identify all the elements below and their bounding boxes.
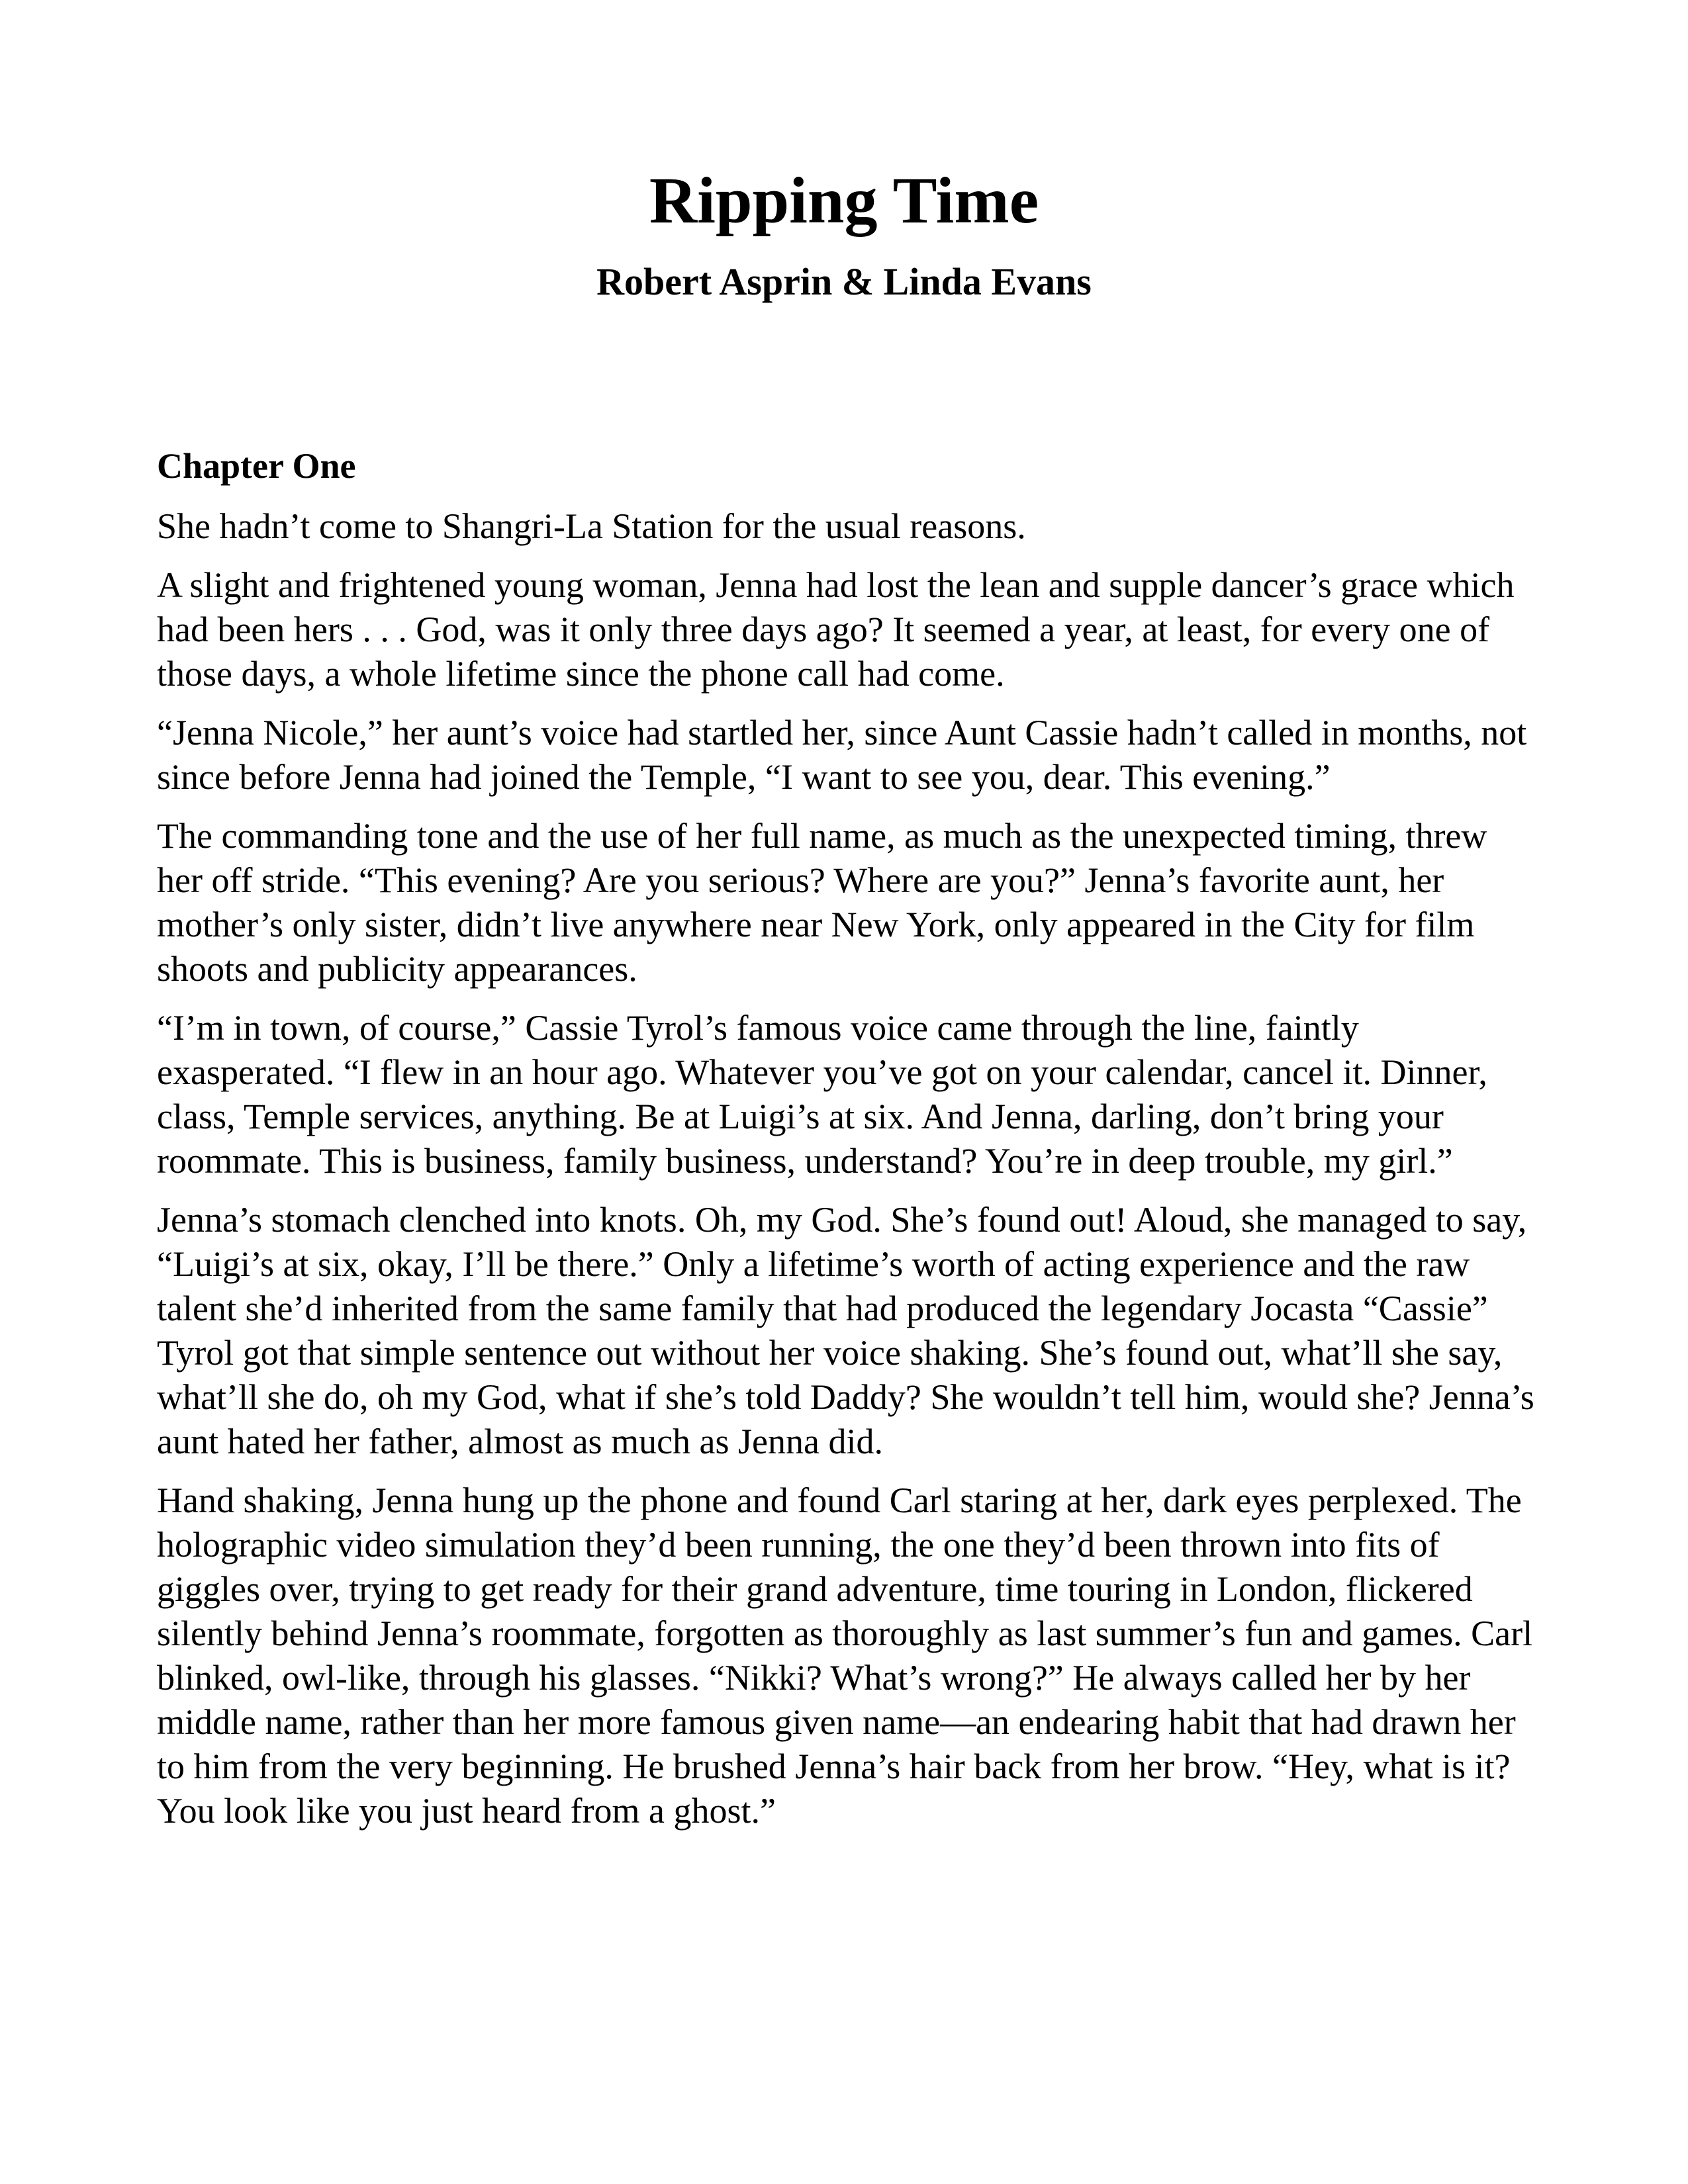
book-title: Ripping Time bbox=[649, 163, 1039, 237]
book-authors: Robert Asprin & Linda Evans bbox=[596, 260, 1092, 303]
chapter-heading: Chapter One bbox=[157, 446, 356, 486]
body-text bbox=[157, 504, 1540, 1848]
paragraph: “I’m in town, of course,” Cassie Tyrol’s famous voice came through the line, faintly exasperated. “I flew in an hour ago. Whatever you’ve got on your calendar, cancel it. Dinner, class, Temple services, anything. Be at Luigi’s at six. And Jenna, darling, don’t bring your roommate. This is business, family business, understand? You’re in deep trouble, my girl.” bbox=[157, 1008, 1487, 1181]
paragraph: A slight and frightened young woman, Jenna had lost the lean and supple dancer’s grace which had been hers . . . God, was it only three days ago? It seemed a year, at least, for every one of those days, a whole lifetime since the phone call had come. bbox=[157, 565, 1515, 694]
paragraph: She hadn’t come to Shangri-La Station for the usual reasons. bbox=[157, 506, 1026, 546]
paragraph: Jenna’s stomach clenched into knots. Oh, my God. She’s found out! Aloud, she managed to say, “Luigi’s at six, okay, I’ll be there.” Only a lifetime’s worth of acting experience and the raw talent she’d inherited from the same family that had produced the legendary Jocasta “Cassie” Tyrol got that simple sentence out without her voice shaking. She’s found out, what’ll she say, what’ll she do, oh my God, what if she’s told Daddy? She wouldn’t tell him, would she? Jenna’s aunt hated her father, almost as much as Jenna did. bbox=[157, 1200, 1534, 1461]
paragraph: The commanding tone and the use of her full name, as much as the unexpected timing, threw her off stride. “This evening? Are you serious? Where are you?” Jenna’s favorite aunt, her mother’s only sister, didn’t live anywhere near New York, only appeared in the City for film shoots and publicity appearances. bbox=[157, 816, 1487, 989]
paragraph: Hand shaking, Jenna hung up the phone and found Carl staring at her, dark eyes perplexed. The holographic video simulation they’d been running, the one they’d been thrown into fits of giggles over, trying to get ready for their grand adventure, time touring in London, flickered silently behind Jenna’s roommate, forgotten as thoroughly as last summer’s fun and games. Carl blinked, owl-like, through his glasses. “Nikki? What’s wrong?” He always called her by her middle name, rather than her more famous given name—an endearing habit that had drawn her to him from the very beginning. He brushed Jenna’s hair back from her brow. “Hey, what is it? You look like you just heard from a ghost.” bbox=[157, 1480, 1533, 1831]
paragraph: “Jenna Nicole,” her aunt’s voice had startled her, since Aunt Cassie hadn’t called in months, not since before Jenna had joined the Temple, “I want to see you, dear. This evening.” bbox=[157, 713, 1527, 797]
